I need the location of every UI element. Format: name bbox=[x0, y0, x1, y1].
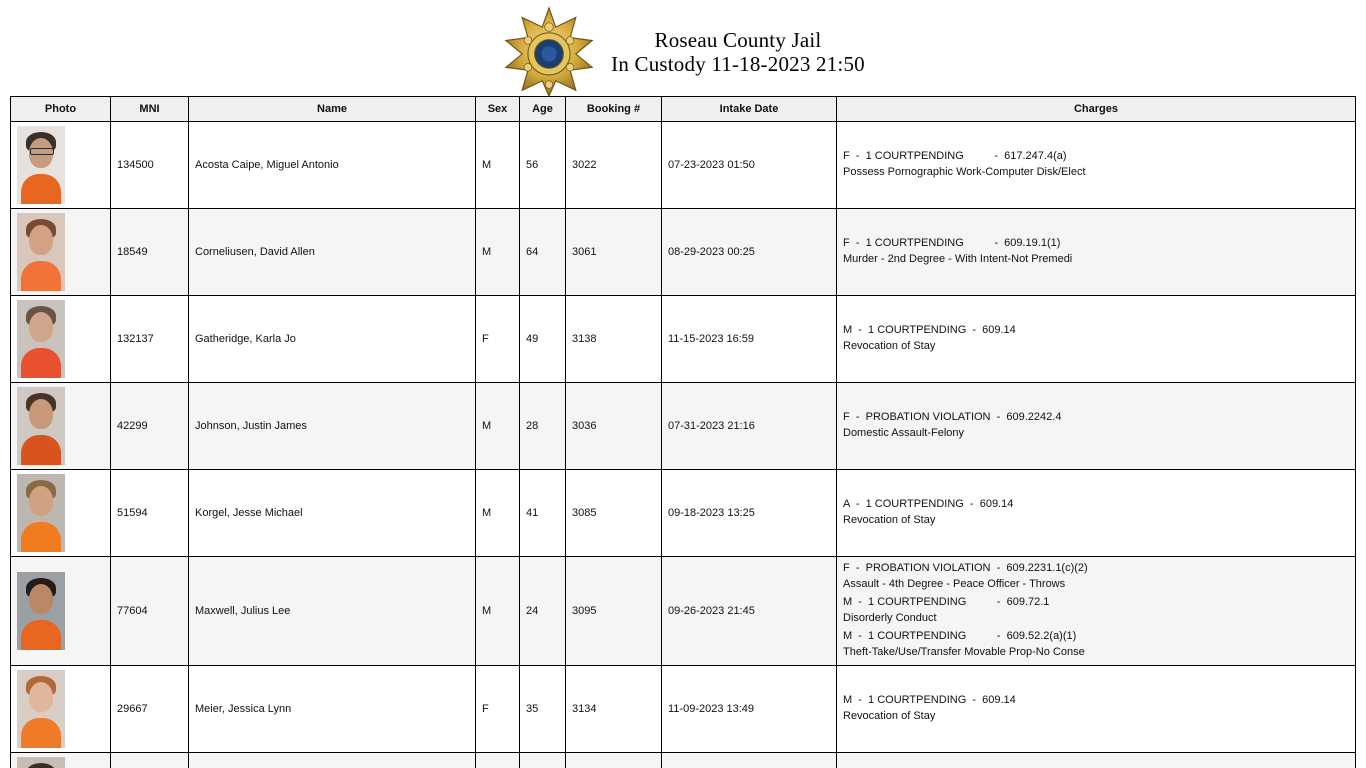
column-header-photo: Photo bbox=[11, 97, 111, 122]
cell-charges bbox=[837, 383, 1356, 470]
cell-intake-date: 07-31-2023 21:16 bbox=[662, 383, 837, 470]
cell-mni: 132137 bbox=[111, 296, 189, 383]
charge-statute: M - 1 COURTPENDING - 609.52.2(a)(1) bbox=[843, 629, 1077, 642]
charge-entry bbox=[843, 323, 1349, 355]
cell-intake-date: 11-15-2023 16:59 bbox=[662, 296, 837, 383]
cell-mni: 77604 bbox=[111, 557, 189, 666]
cell-intake-date bbox=[662, 752, 837, 768]
charge-entry bbox=[843, 693, 1349, 725]
charge-description: Assault - 4th Degree - Peace Officer - Throws bbox=[843, 577, 1066, 590]
mugshot-photo bbox=[17, 213, 65, 291]
mugshot-photo bbox=[17, 300, 65, 378]
table-body bbox=[11, 122, 1356, 768]
charge-statute: M - 1 COURTPENDING - 609.72.1 bbox=[843, 595, 1050, 608]
charge-statute: A - 1 COURTPENDING - 609.14 bbox=[843, 498, 1014, 511]
cell-age: 24 bbox=[520, 557, 566, 666]
mugshot-photo bbox=[17, 670, 65, 748]
charge-description: Revocation of Stay bbox=[843, 514, 936, 526]
charge-entry bbox=[843, 497, 1349, 529]
page-subtitle: In Custody 11-18-2023 21:50 bbox=[611, 52, 865, 76]
column-header-name: Name bbox=[189, 97, 476, 122]
table-row bbox=[11, 383, 1356, 470]
cell-mni: 51594 bbox=[111, 470, 189, 557]
roster-table-container bbox=[0, 96, 1366, 768]
charge-statute: F - PROBATION VIOLATION - 609.2231.1(c)(2) bbox=[843, 562, 1088, 574]
cell-name: Korgel, Jesse Michael bbox=[189, 470, 476, 557]
sheriff-star-badge-icon bbox=[501, 6, 597, 98]
cell-age: 41 bbox=[520, 470, 566, 557]
cell-booking: 3085 bbox=[566, 470, 662, 557]
photo-cell bbox=[11, 296, 111, 383]
table-row bbox=[11, 557, 1356, 666]
cell-sex: F bbox=[476, 296, 520, 383]
table-header-row bbox=[11, 97, 1356, 122]
cell-sex: M bbox=[476, 383, 520, 470]
charge-statute: M - 1 COURTPENDING - 609.14 bbox=[843, 693, 1016, 706]
cell-charges bbox=[837, 665, 1356, 752]
cell-mni: 29667 bbox=[111, 665, 189, 752]
cell-name: Meier, Jessica Lynn bbox=[189, 665, 476, 752]
cell-sex: M bbox=[476, 470, 520, 557]
header-text-block bbox=[611, 28, 865, 76]
charge-statute: F - 1 COURTPENDING - 617.247.4(a) bbox=[843, 150, 1067, 163]
charge-entry bbox=[843, 149, 1349, 181]
charge-description: Revocation of Stay bbox=[843, 340, 936, 352]
cell-intake-date: 09-26-2023 21:45 bbox=[662, 557, 837, 666]
cell-booking: 3036 bbox=[566, 383, 662, 470]
mugshot-photo bbox=[17, 126, 65, 204]
column-header-booking: Booking # bbox=[566, 97, 662, 122]
charge-statute: M - 1 COURTPENDING - 609.14 bbox=[843, 324, 1016, 337]
mugshot-photo bbox=[17, 572, 65, 650]
cell-charges bbox=[837, 470, 1356, 557]
mugshot-photo bbox=[17, 387, 65, 465]
cell-name: Corneliusen, David Allen bbox=[189, 209, 476, 296]
charge-entry bbox=[843, 561, 1349, 593]
charge-description: Possess Pornographic Work-Computer Disk/Elect bbox=[843, 166, 1086, 178]
page-header bbox=[0, 0, 1366, 96]
charge-description: Theft-Take/Use/Transfer Movable Prop-No Conse bbox=[843, 645, 1085, 658]
cell-age: 56 bbox=[520, 122, 566, 209]
column-header-sex: Sex bbox=[476, 97, 520, 122]
charge-entry bbox=[843, 629, 1349, 661]
cell-intake-date: 07-23-2023 01:50 bbox=[662, 122, 837, 209]
photo-cell bbox=[11, 665, 111, 752]
charge-statute: F - 1 COURTPENDING - 609.19.1(1) bbox=[843, 237, 1061, 250]
cell-sex: M bbox=[476, 209, 520, 296]
cell-booking: 3134 bbox=[566, 665, 662, 752]
cell-mni bbox=[111, 752, 189, 768]
cell-sex: M bbox=[476, 557, 520, 666]
cell-intake-date: 08-29-2023 00:25 bbox=[662, 209, 837, 296]
in-custody-table bbox=[10, 96, 1356, 768]
cell-intake-date: 09-18-2023 13:25 bbox=[662, 470, 837, 557]
cell-age bbox=[520, 752, 566, 768]
cell-name: Gatheridge, Karla Jo bbox=[189, 296, 476, 383]
table-row bbox=[11, 209, 1356, 296]
photo-cell bbox=[11, 122, 111, 209]
cell-booking: 3061 bbox=[566, 209, 662, 296]
table-row bbox=[11, 122, 1356, 209]
column-header-age: Age bbox=[520, 97, 566, 122]
cell-charges bbox=[837, 209, 1356, 296]
cell-age: 28 bbox=[520, 383, 566, 470]
photo-cell bbox=[11, 752, 111, 768]
cell-booking bbox=[566, 752, 662, 768]
column-header-charges: Charges bbox=[837, 97, 1356, 122]
cell-booking: 3095 bbox=[566, 557, 662, 666]
charge-entry bbox=[843, 595, 1349, 627]
table-row bbox=[11, 296, 1356, 383]
charge-statute: F - PROBATION VIOLATION - 609.2242.4 bbox=[843, 411, 1062, 424]
cell-age: 35 bbox=[520, 665, 566, 752]
charge-entry bbox=[843, 236, 1349, 268]
charge-description: Disorderly Conduct bbox=[843, 611, 937, 624]
cell-charges bbox=[837, 752, 1356, 768]
cell-charges bbox=[837, 557, 1356, 666]
cell-booking: 3138 bbox=[566, 296, 662, 383]
charge-entry bbox=[843, 410, 1349, 442]
cell-age: 49 bbox=[520, 296, 566, 383]
table-row bbox=[11, 752, 1356, 768]
charge-description: Revocation of Stay bbox=[843, 709, 936, 722]
cell-age: 64 bbox=[520, 209, 566, 296]
cell-charges bbox=[837, 122, 1356, 209]
page-title: Roseau County Jail bbox=[654, 27, 822, 52]
table-row bbox=[11, 470, 1356, 557]
charge-description: Domestic Assault-Felony bbox=[843, 427, 965, 439]
cell-name bbox=[189, 752, 476, 768]
cell-sex bbox=[476, 752, 520, 768]
cell-name: Johnson, Justin James bbox=[189, 383, 476, 470]
mugshot-photo bbox=[17, 757, 65, 768]
photo-cell bbox=[11, 470, 111, 557]
cell-mni: 18549 bbox=[111, 209, 189, 296]
cell-name: Acosta Caipe, Miguel Antonio bbox=[189, 122, 476, 209]
cell-intake-date: 11-09-2023 13:49 bbox=[662, 665, 837, 752]
photo-cell bbox=[11, 383, 111, 470]
table-row bbox=[11, 665, 1356, 752]
cell-mni: 42299 bbox=[111, 383, 189, 470]
cell-charges bbox=[837, 296, 1356, 383]
column-header-mni: MNI bbox=[111, 97, 189, 122]
cell-mni: 134500 bbox=[111, 122, 189, 209]
cell-sex: F bbox=[476, 665, 520, 752]
charge-description: Murder - 2nd Degree - With Intent-Not Premedi bbox=[843, 253, 1073, 265]
cell-booking: 3022 bbox=[566, 122, 662, 209]
column-header-intake-date: Intake Date bbox=[662, 97, 837, 122]
photo-cell bbox=[11, 209, 111, 296]
photo-cell bbox=[11, 557, 111, 666]
cell-sex: M bbox=[476, 122, 520, 209]
mugshot-photo bbox=[17, 474, 65, 552]
cell-name: Maxwell, Julius Lee bbox=[189, 557, 476, 666]
